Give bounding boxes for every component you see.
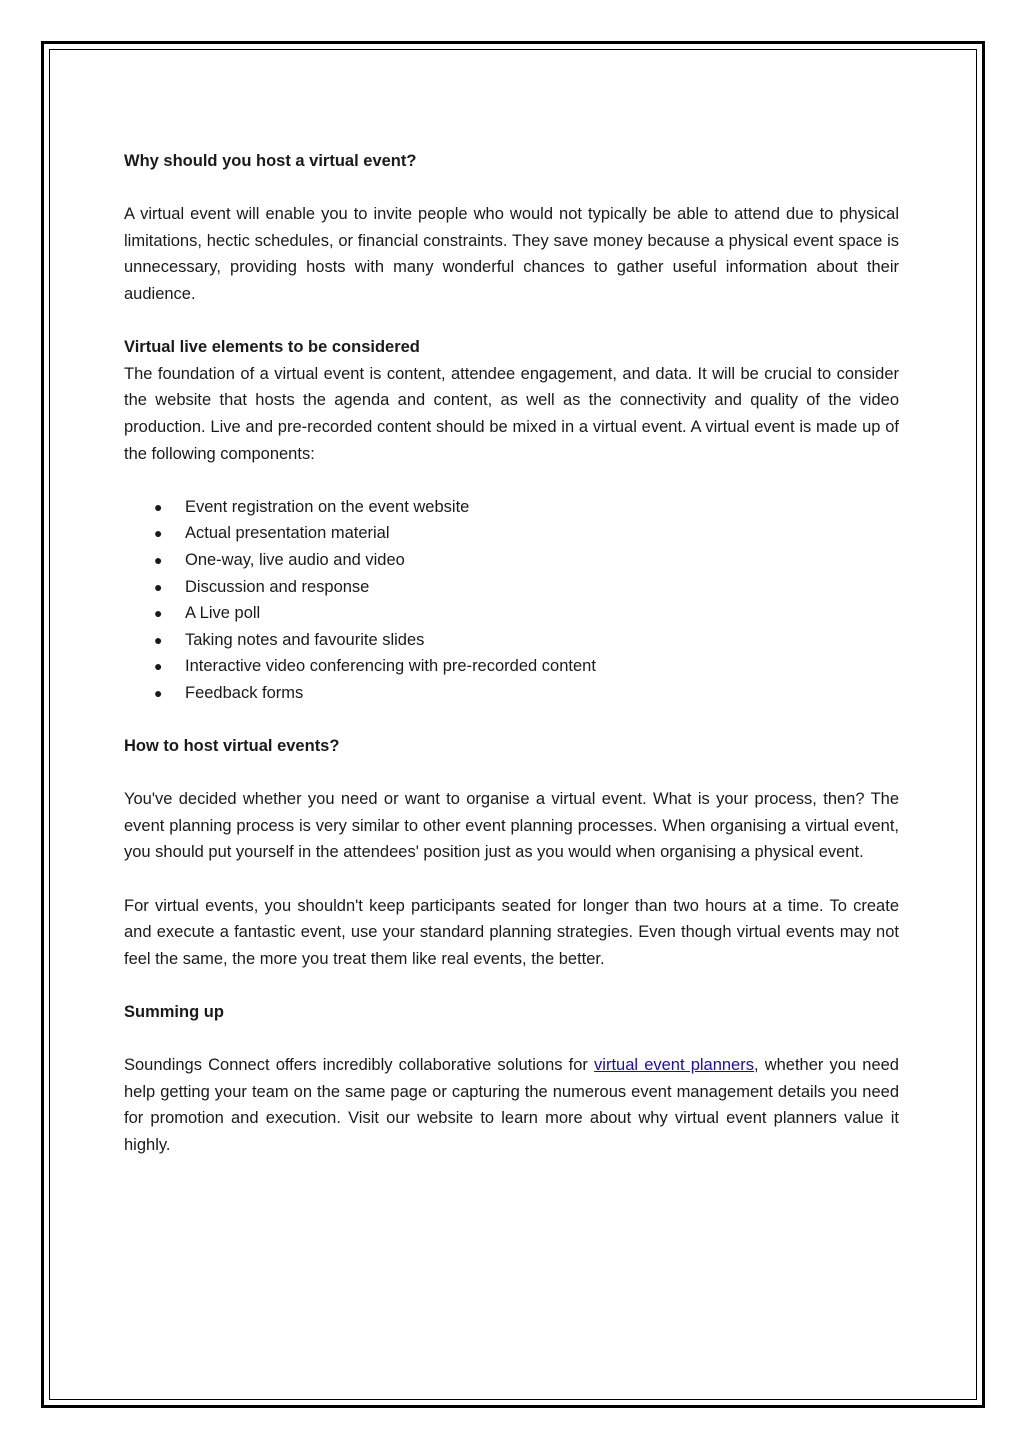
list-item-label: One-way, live audio and video — [185, 550, 405, 569]
list-item-label: Interactive video conferencing with pre-recorded content — [185, 657, 596, 676]
bullet-icon: ● — [154, 605, 163, 622]
summing-text-after-link: , whether you need help getting your team on the same page or capturing the numerous event management details you need for promotion and execution. Visit our website to learn more about why virtual event planners value it highly. — [124, 1056, 899, 1154]
spacer — [124, 760, 899, 787]
virtual-event-planners-link[interactable]: virtual event planners — [594, 1056, 754, 1075]
list-item — [124, 653, 899, 680]
summing-text-before-link: Soundings Connect offers incredibly collaborative solutions for — [124, 1056, 595, 1075]
spacer — [124, 866, 899, 893]
paragraph-why-host: A virtual event will enable you to invite people who would not typically be able to attend due to physical limitations, hectic schedules, or financial constraints. They save money because a physical event space is unnecessary, providing hosts with many wonderful chances to gather useful information about their audience. — [124, 205, 899, 303]
list-item-label: Actual presentation material — [185, 524, 390, 543]
list-item-label: Event registration on the event website — [185, 497, 470, 516]
components-list — [124, 494, 899, 707]
paragraph-summing-up — [124, 1052, 899, 1158]
spacer — [124, 467, 899, 494]
heading-live-elements: Virtual live elements to be considered — [124, 338, 420, 357]
spacer — [124, 706, 899, 733]
list-item — [124, 494, 899, 521]
list-item — [124, 600, 899, 627]
spacer — [124, 175, 899, 202]
spacer — [124, 308, 899, 335]
bullet-icon: ● — [154, 525, 163, 542]
bullet-icon: ● — [154, 578, 163, 595]
paragraph-live-elements: The foundation of a virtual event is content, attendee engagement, and data. It will be crucial to consider the website that hosts the agenda and content, as well as the connectivity and quality of the video production. Live and pre-recorded content should be mixed in a virtual event. A virtual event is made up of the following components: — [124, 364, 899, 463]
spacer — [124, 1026, 899, 1053]
heading-how-to-host: How to host virtual events? — [124, 737, 340, 756]
bullet-icon: ● — [154, 658, 163, 675]
list-item-label: Discussion and response — [185, 577, 370, 596]
heading-summing-up: Summing up — [124, 1003, 224, 1021]
list-item — [124, 547, 899, 574]
list-item-label: Taking notes and favourite slides — [185, 630, 425, 649]
bullet-icon: ● — [154, 551, 163, 568]
list-item — [124, 520, 899, 547]
list-item — [124, 574, 899, 601]
document-body — [124, 148, 899, 1159]
bullet-icon: ● — [154, 631, 163, 648]
paragraph-how-to-host-1: You've decided whether you need or want to organise a virtual event. What is your process, then? The event planning process is very similar to other event planning processes. When organising a virtual event, you should put yourself in the attendees' position just as you would when organising a physical event. — [124, 790, 899, 862]
paragraph-how-to-host-2: For virtual events, you shouldn't keep participants seated for longer than two hours at a time. To create and execute a fantastic event, use your standard planning strategies. Even though virtual events may not feel the same, the more you treat them like real events, the better. — [124, 896, 899, 968]
list-item — [124, 627, 899, 654]
bullet-icon: ● — [154, 684, 163, 701]
heading-why-host: Why should you host a virtual event? — [124, 152, 417, 170]
bullet-icon: ● — [154, 498, 163, 515]
spacer — [124, 972, 899, 999]
list-item-label: A Live poll — [185, 604, 261, 623]
list-item-label: Feedback forms — [185, 683, 304, 702]
list-item — [124, 680, 899, 707]
